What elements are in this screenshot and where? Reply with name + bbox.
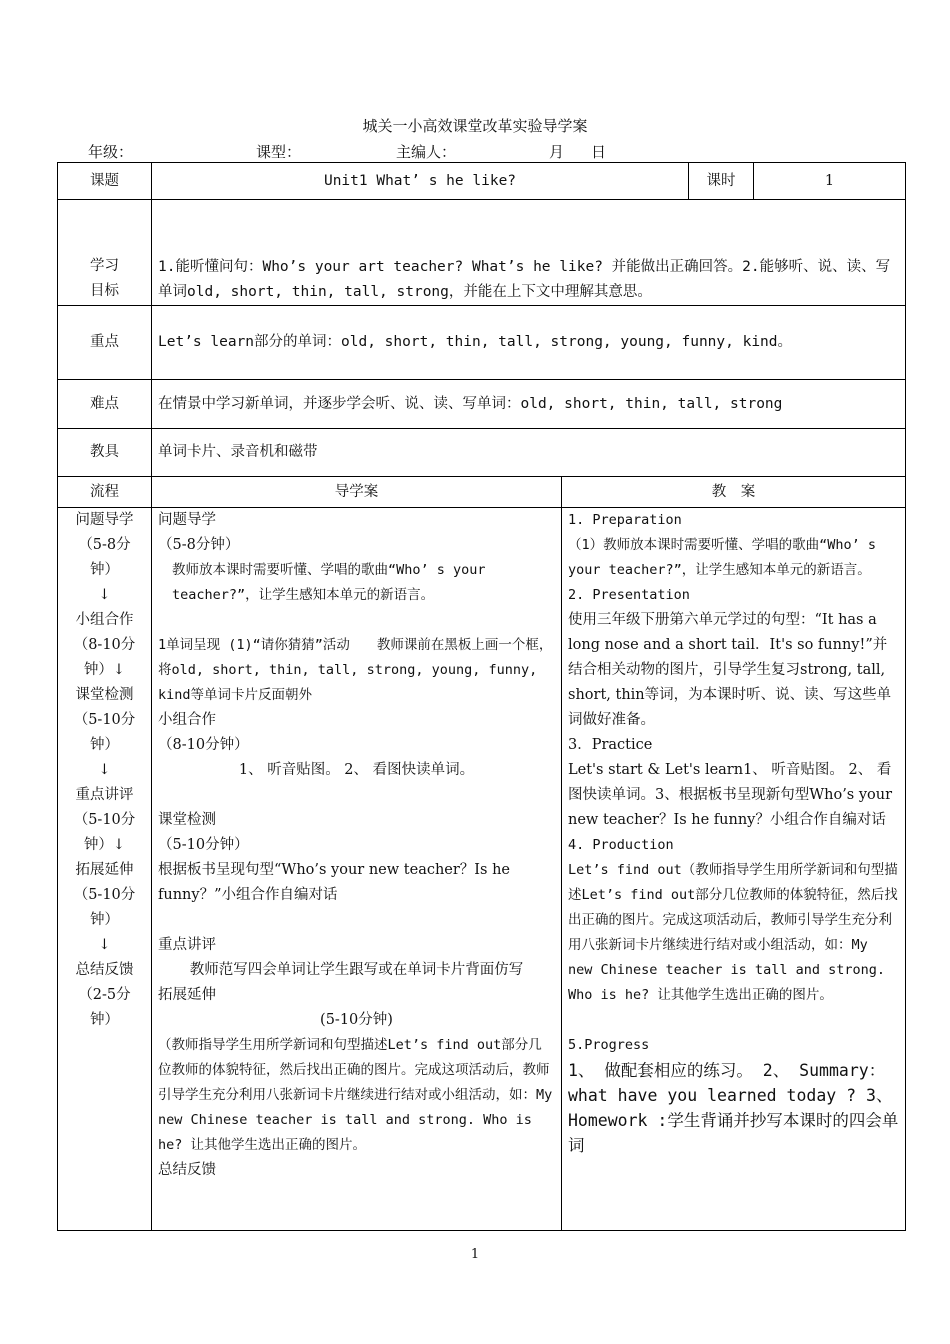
guide-section-text: 根据板书呈现句型“Who’s your new teacher？Is he funny？”小组合作自编对话 xyxy=(158,862,511,903)
goal-text: 1.能听懂问句：Who’s your art teacher? What’s he like? 并能做出正确回答。2.能够听、说、读、写单词old, short, thin, tall, strong，并能在上下文中理解其意思。 xyxy=(152,200,906,306)
page-number: 1 xyxy=(470,1247,480,1262)
plan-section-title: 2. Presentation xyxy=(568,587,690,603)
flow-line: 钟）↓ xyxy=(83,662,126,678)
goal-label-line-2: 目标 xyxy=(90,283,119,299)
guide-section-title: 重点讲评 xyxy=(158,937,216,953)
flow-line: 课堂检测 xyxy=(75,687,134,703)
flow-line: （5-8分 xyxy=(78,537,131,553)
key-row xyxy=(58,306,906,380)
plan-section-text: Let's start & Let's learn1、 听音贴图。 2、 看图快读单词。3、根据板书呈现新句型Who’s your new teacher？Is he funny？小组合作自编对话 xyxy=(568,762,893,828)
spacer xyxy=(158,608,555,633)
spacer xyxy=(158,908,555,933)
guide-section-title: 总结反馈 xyxy=(158,1162,216,1178)
plan-section-title: 5.Progress xyxy=(568,1037,650,1053)
guide-section-text: （教师指导学生用所学新词和句型描述Let’s find out部分几位教师的体貌特征，然后找出正确的图片。完成这项活动后，教师引导学生充分利用八张新词卡片继续进行结对或小组活动，如：My new Chinese teacher is tall and strong. Who is he? 让其他学生选出正确的图片。 xyxy=(158,1037,553,1153)
flow-line: （5-10分 xyxy=(73,887,136,903)
guide-section-text: 1、 听音贴图。 2、 看图快读单词。 xyxy=(238,762,475,778)
tools-text: 单词卡片、录音机和磁带 xyxy=(152,429,906,477)
flow-line: 拓展延伸 xyxy=(75,862,134,878)
plan-section-title: 1. Preparation xyxy=(568,512,682,528)
editor-label: 主编人： xyxy=(396,143,457,161)
topic-value: Unit1 What’ s he like? xyxy=(152,163,689,200)
key-label: 重点 xyxy=(58,306,152,380)
flow-arrow: ↓ xyxy=(98,587,111,603)
guide-section-title: 小组合作 xyxy=(158,712,216,728)
day-label: 日 xyxy=(591,143,607,161)
spacer xyxy=(568,1008,899,1033)
flow-line: （5-10分 xyxy=(73,712,136,728)
period-value: 1 xyxy=(754,163,906,200)
flow-column xyxy=(58,508,152,1231)
guide-section-title: 问题导学 xyxy=(158,512,216,528)
plan-section-title: 4. Production xyxy=(568,837,674,853)
guide-section-text: 教师放本课时需要听懂、学唱的歌曲“Who’ s your teacher?”，让学生感知本单元的新语言。 xyxy=(172,562,486,603)
topic-row xyxy=(58,163,906,200)
guide-section-text: 教师范写四会单词让学生跟写或在单词卡片背面仿写 xyxy=(189,962,524,978)
tools-label: 教具 xyxy=(58,429,152,477)
flow-line: 总结反馈 xyxy=(75,962,134,978)
guide-section-title: 拓展延伸 xyxy=(158,987,216,1003)
flow-line: 钟） xyxy=(90,737,119,753)
plan-section-text: 使用三年级下册第六单元学过的句型：“It has a long nose and a short tail．It's so funny!”并结合相关动物的图片，引导学生复习strong, tall, short, thin等词，为本课时听、说、读、写这些单词做好准备。 xyxy=(568,612,892,728)
column-header-row xyxy=(58,477,906,508)
plan-column xyxy=(562,508,906,1231)
spacer xyxy=(158,783,555,808)
flow-line: 钟） xyxy=(90,1012,119,1028)
tools-row xyxy=(58,429,906,477)
type-label: 课型： xyxy=(256,143,302,161)
flow-line: （5-10分 xyxy=(73,812,136,828)
flow-line: （8-10分 xyxy=(73,637,136,653)
content-row xyxy=(58,508,906,1231)
plan-section-text: Let’s find out（教师指导学生用所学新词和句型描述Let’s find out部分几位教师的体貌特征，然后找出正确的图片。完成这项活动后，教师引导学生充分利用八张新词卡片继续进行结对或小组活动，如：My new Chinese teacher is tall and strong. Who is he? 让其他学生选出正确的图片。 xyxy=(568,862,898,1003)
plan-header: 教 案 xyxy=(562,477,906,508)
goal-label-line-1: 学习 xyxy=(90,258,119,274)
difficulty-label: 难点 xyxy=(58,380,152,429)
flow-line: 钟） xyxy=(90,562,119,578)
difficulty-text: 在情景中学习新单词，并逐步学会听、说、读、写单词：old, short, thin, tall, strong xyxy=(152,380,906,429)
flow-line: （2-5分 xyxy=(78,987,131,1003)
difficulty-row xyxy=(58,380,906,429)
flow-line: 问题导学 xyxy=(75,512,134,528)
plan-section-text: （1）教师放本课时需要听懂、学唱的歌曲“Who’ s your teacher?”，让学生感知本单元的新语言。 xyxy=(568,537,877,578)
goal-row xyxy=(58,200,906,306)
guide-section-title: 课堂检测 xyxy=(158,812,216,828)
document-title: 城关一小高效课堂改革实验导学案 xyxy=(362,117,588,135)
period-label: 课时 xyxy=(689,163,754,200)
plan-section-text: 1、 做配套相应的练习。 2、 Summary：what have you learned today ? 3、Homework :学生背诵并抄写本课时的四会单词 xyxy=(568,1061,899,1155)
lesson-plan-table xyxy=(57,162,906,1231)
flow-line: 小组合作 xyxy=(75,612,134,628)
plan-section-title: 3．Practice xyxy=(568,737,653,753)
guide-section-time: （8-10分钟） xyxy=(158,737,249,753)
flow-line: 钟） xyxy=(90,912,119,928)
flow-line: 重点讲评 xyxy=(75,787,134,803)
flow-header: 流程 xyxy=(58,477,152,508)
guide-column xyxy=(152,508,562,1231)
month-label: 月 xyxy=(549,143,565,161)
guide-header: 导学案 xyxy=(152,477,562,508)
guide-section-time: （5-10分钟） xyxy=(158,837,249,853)
guide-section-time: （5-8分钟） xyxy=(158,537,240,553)
flow-arrow: ↓ xyxy=(98,937,111,953)
grade-label: 年级： xyxy=(88,143,134,161)
key-text: Let’s learn部分的单词：old, short, thin, tall, strong, young, funny, kind。 xyxy=(152,306,906,380)
flow-line: 钟）↓ xyxy=(83,837,126,853)
guide-section-text: 1单词呈现 (1)“请你猜猜”活动 教师课前在黑板上画一个框，将old, short, thin, tall, strong, young, funny, kind等单词卡片反面朝外 xyxy=(158,637,553,703)
guide-section-time: (5-10分钟) xyxy=(320,1012,393,1028)
goal-label xyxy=(58,200,152,306)
flow-arrow: ↓ xyxy=(98,762,111,778)
topic-label: 课题 xyxy=(58,163,152,200)
